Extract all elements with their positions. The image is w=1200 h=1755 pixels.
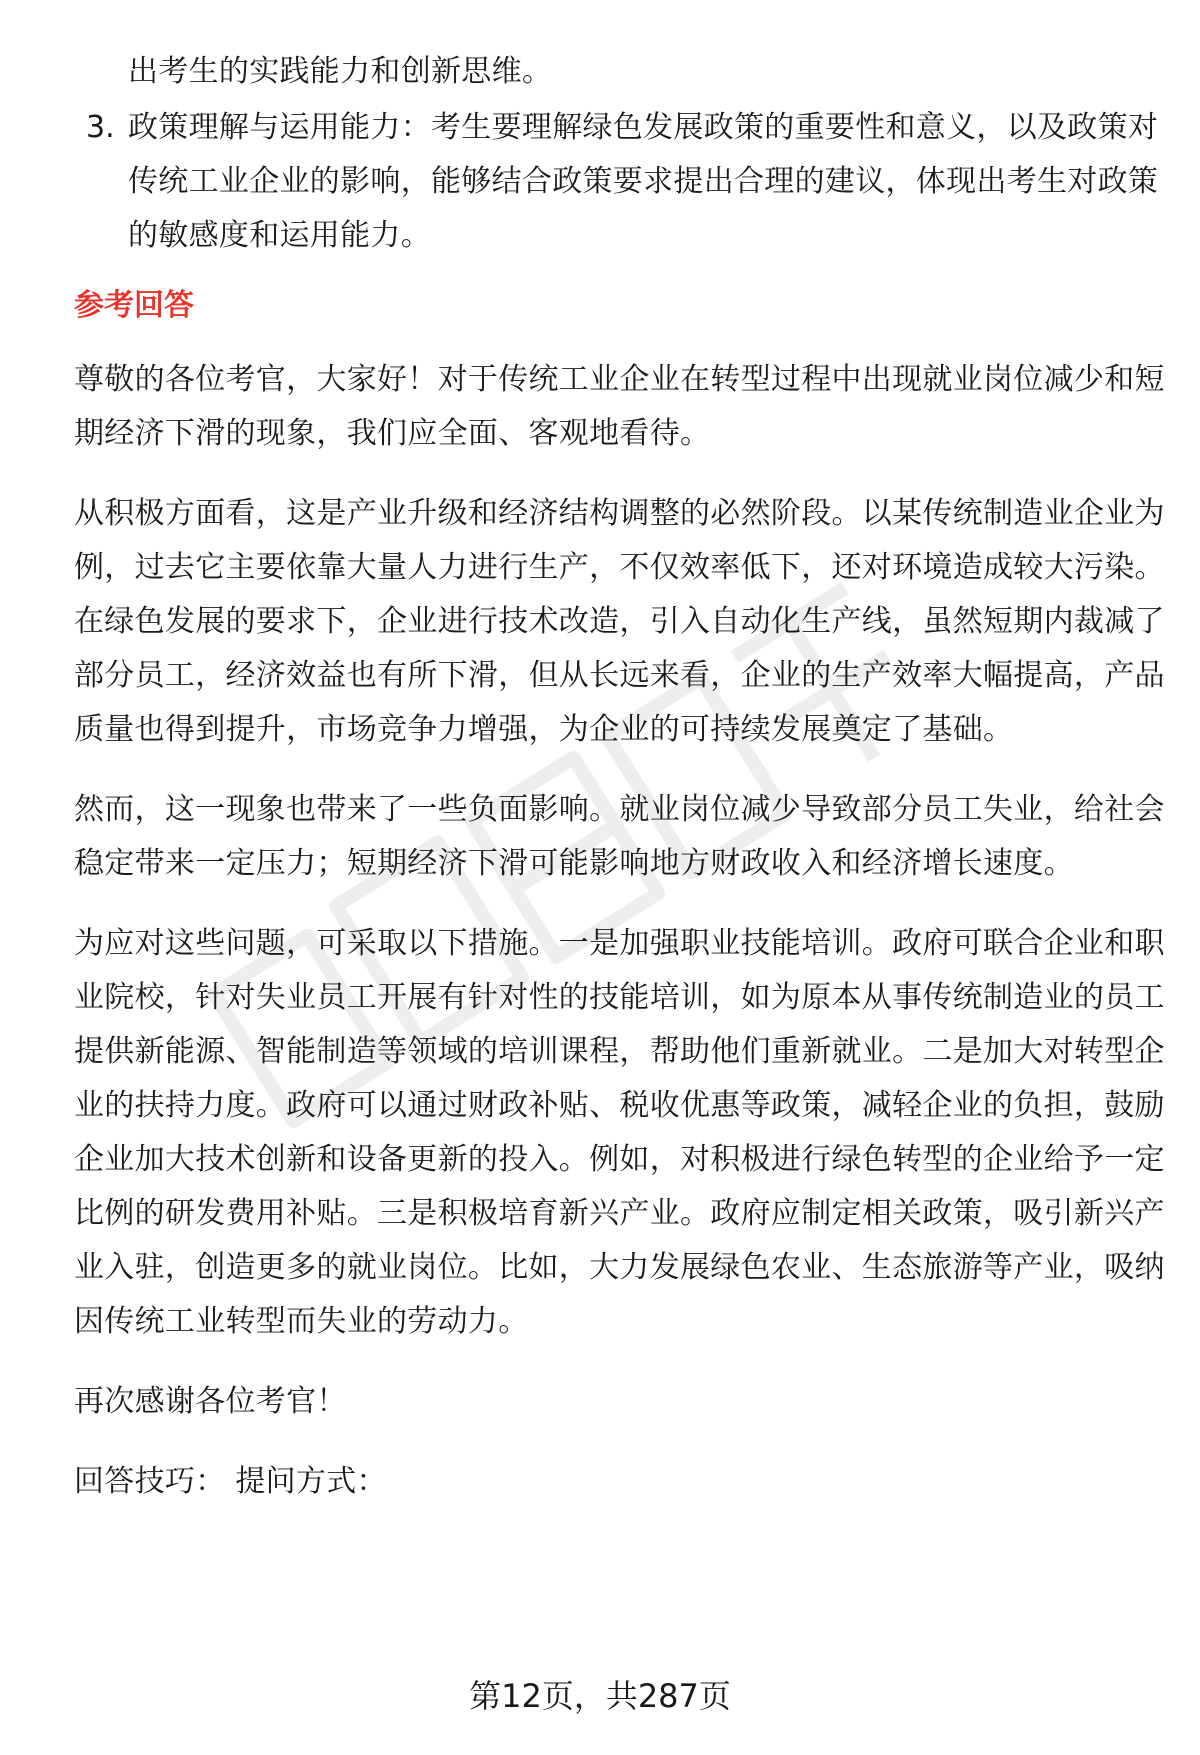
- paragraph-4-line-8: 因传统工业转型而失业的劳动力。: [74, 1304, 529, 1339]
- closing-thanks: 再次感谢各位考官！: [74, 1384, 347, 1419]
- paragraph-4-line-1: 为应对这些问题，可采取以下措施。一是加强职业技能培训。政府可联合企业和职: [74, 926, 1165, 961]
- paragraph-1-line-2: 期经济下滑的现象，我们应全面、客观地看待。: [74, 416, 711, 451]
- list-item-3-line-2: 传统工业企业的影响，能够结合政策要求提出合理的建议，体现出考生对政策: [128, 164, 1159, 199]
- paragraph-4-line-4: 业的扶持力度。政府可以通过财政补贴、税收优惠等政策，减轻企业的负担，鼓励: [74, 1088, 1165, 1123]
- paragraph-2-line-4: 部分员工，经济效益也有所下滑，但从长远来看，企业的生产效率大幅提高，产品: [74, 658, 1165, 693]
- paragraph-3-line-1: 然而，这一现象也带来了一些负面影响。就业岗位减少导致部分员工失业，给社会: [74, 792, 1165, 827]
- paragraph-4-line-7: 业入驻，创造更多的就业岗位。比如，大力发展绿色农业、生态旅游等产业，吸纳: [74, 1250, 1165, 1285]
- list-number-3: 3.: [86, 110, 115, 145]
- list-item-continuation: 出考生的实践能力和创新思维。: [128, 54, 553, 89]
- paragraph-2-line-5: 质量也得到提升，市场竞争力增强，为企业的可持续发展奠定了基础。: [74, 712, 1014, 747]
- paragraph-2-line-1: 从积极方面看，这是产业升级和经济结构调整的必然阶段。以某传统制造业企业为: [74, 496, 1165, 531]
- answer-tips: 回答技巧： 提问方式：: [74, 1464, 387, 1499]
- paragraph-1-line-1: 尊敬的各位考官，大家好！对于传统工业企业在转型过程中出现就业岗位减少和短: [74, 362, 1165, 397]
- paragraph-4-line-2: 业院校，针对失业员工开展有针对性的技能培训，如为原本从事传统制造业的员工: [74, 980, 1165, 1015]
- paragraph-4-line-5: 企业加大技术创新和设备更新的投入。例如，对积极进行绿色转型的企业给予一定: [74, 1142, 1165, 1177]
- paragraph-2-line-2: 例，过去它主要依靠大量人力进行生产，不仅效率低下，还对环境造成较大污染。: [74, 550, 1165, 585]
- paragraph-2-line-3: 在绿色发展的要求下，企业进行技术改造，引入自动化生产线，虽然短期内裁减了: [74, 604, 1165, 639]
- paragraph-4-line-6: 比例的研发费用补贴。三是积极培育新兴产业。政府应制定相关政策，吸引新兴产: [74, 1196, 1165, 1231]
- page-number-footer: 第12页，共287页: [469, 1677, 731, 1715]
- section-heading: 参考回答: [74, 288, 194, 323]
- paragraph-4-line-3: 提供新能源、智能制造等领域的培训课程，帮助他们重新就业。二是加大对转型企: [74, 1034, 1165, 1069]
- paragraph-3-line-2: 稳定带来一定压力；短期经济下滑可能影响地方财政收入和经济增长速度。: [74, 846, 1074, 881]
- list-item-3-line-1: 政策理解与运用能力：考生要理解绿色发展政策的重要性和意义，以及政策对: [128, 110, 1159, 145]
- list-item-3-line-3: 的敏感度和运用能力。: [128, 218, 431, 253]
